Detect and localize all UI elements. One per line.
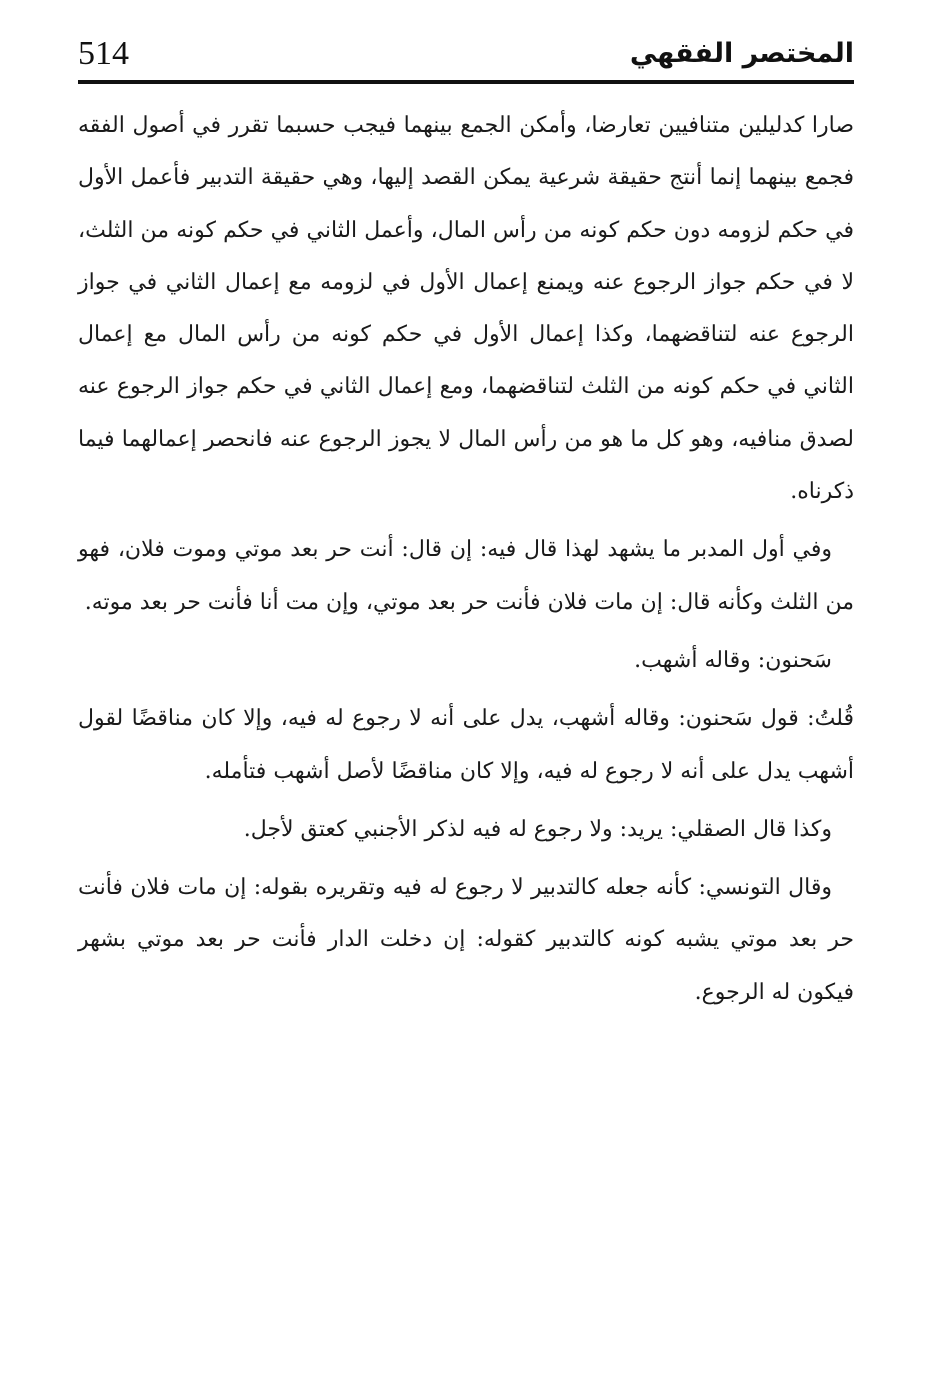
paragraph: وقال التونسي: كأنه جعله كالتدبير لا رجوع له فيه وتقريره بقوله: إن مات فلان فأنت حر بعد موتي يشبه كونه كالتدبير كقوله: إن دخلت الدار فأنت حر بعد موتي بشهر فيكون له الرجوع. (78, 875, 854, 1005)
paragraph: صارا كدليلين متنافيين تعارضا، وأمكن الجمع بينهما فيجب حسبما تقرر في أصول الفقه فجمع بينهما إنما أنتج حقيقة شرعية يمكن القصد إليها، وهي حقيقة التدبير فأعمل الأول في حكم لزومه دون حكم كونه من رأس المال، وأعمل الثاني في حكم كونه من الثلث، لا في حكم جواز الرجوع عنه ويمنع إعمال الأول في لزومه مع إعمال الثاني في جواز الرجوع عنه لتناقضهما، وكذا إعمال الأول في حكم كونه من رأس المال مع إعمال الثاني في حكم كونه من الثلث لتناقضهما، ومع إعمال الثاني في حكم جواز الرجوع عنه لصدق منافيه، وهو كل ما هو من رأس المال لا يجوز الرجوع عنه فانحصر إعمالهما فيما ذكرناه. (78, 113, 854, 505)
main-text (78, 100, 854, 1025)
paragraph: سَحنون: وقاله أشهب. (634, 647, 832, 673)
page-header (78, 30, 854, 80)
paragraph: قُلتُ: قول سَحنون: وقاله أشهب، يدل على أنه لا رجوع له فيه، وإلا كان مناقضًا لقول أشهب يدل على أنه لا رجوع له فيه، وإلا كان مناقضًا لأصل أشهب فتأمله. (78, 706, 854, 784)
running-title: المختصر الفقهي (629, 38, 854, 69)
paragraph: وفي أول المدبر ما يشهد لهذا قال فيه: إن قال: أنت حر بعد موتي وموت فلان، فهو من الثلث وكأنه قال: إن مات فلان فأنت حر بعد موتي، وإن مت أنا فأنت حر بعد موته. (78, 537, 854, 615)
paragraph: وكذا قال الصقلي: يريد: ولا رجوع له فيه لذكر الأجنبي كعتق لأجل. (243, 816, 832, 842)
page-number: 514 (78, 35, 129, 72)
header-rule (78, 80, 854, 84)
